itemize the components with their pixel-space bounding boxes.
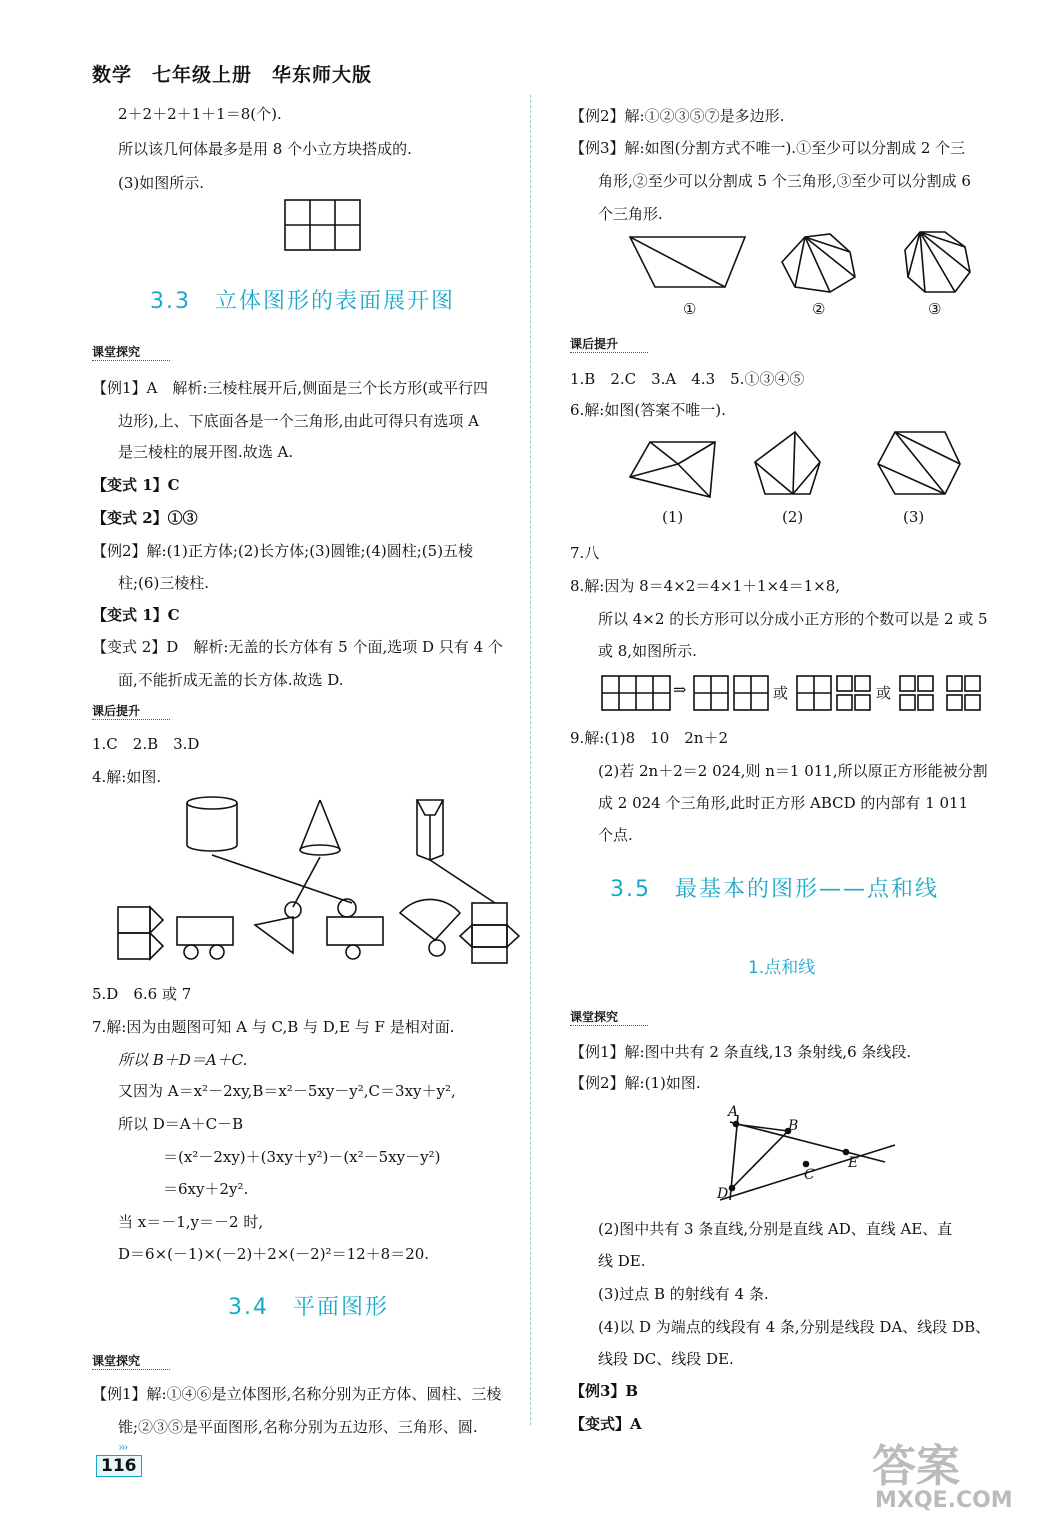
text-line: 5.D 6.6 或 7 bbox=[92, 985, 192, 1003]
text-line: 7.解:因为由题图可知 A 与 C,B 与 D,E 与 F 是相对面. bbox=[92, 1018, 455, 1036]
polygon-triangulation-figure bbox=[630, 432, 970, 502]
figure-label: (2) bbox=[782, 508, 804, 526]
text-line: 柱;(6)三棱柱. bbox=[118, 574, 210, 592]
text-line: 6.解:如图(答案不唯一). bbox=[570, 401, 726, 419]
text-line: (2)图中共有 3 条直线,分别是直线 AD、直线 AE、直 bbox=[598, 1220, 953, 1238]
text-line: 【变式 2】D 解析:无盖的长方体有 5 个面,选项 D 只有 4 个 bbox=[92, 638, 503, 656]
text-line: 所以 4×2 的长方形可以分成小正方形的个数可以是 2 或 5 bbox=[598, 610, 988, 628]
point-label: B bbox=[788, 1118, 799, 1134]
text-line: 【例2】解:(1)正方体;(2)长方体;(3)圆锥;(4)圆柱;(5)五棱 bbox=[92, 542, 474, 560]
section-title-3-3: 3.3 立体图形的表面展开图 bbox=[150, 289, 455, 314]
text-line: (4)以 D 为端点的线段有 4 条,分别是线段 DA、线段 DB、 bbox=[598, 1318, 991, 1336]
text-line: 【例3】B bbox=[570, 1382, 639, 1400]
watermark-text: MXQE.COM bbox=[875, 1488, 1013, 1513]
text-line: 或 8,如图所示. bbox=[598, 642, 697, 660]
point-label: A bbox=[728, 1104, 739, 1120]
arrow-icon: ⇒ bbox=[673, 680, 687, 699]
text-line: 面,不能折成无盖的长方体.故选 D. bbox=[118, 671, 344, 689]
text-line: 【例3】解:如图(分割方式不唯一).①至少可以分割成 2 个三 bbox=[570, 139, 966, 157]
text-line: 【例2】解:(1)如图. bbox=[570, 1074, 701, 1092]
watermark-logo: 答案 bbox=[872, 1441, 960, 1492]
text-line: 【例1】解:图中共有 2 条直线,13 条射线,6 条线段. bbox=[570, 1043, 912, 1061]
text-line: 又因为 A＝x²－2xy,B＝x²－5xy－y²,C＝3xy＋y², bbox=[118, 1082, 456, 1100]
column-divider bbox=[530, 95, 531, 1425]
text-line: 当 x＝－1,y＝－2 时, bbox=[118, 1213, 264, 1231]
figure-label: (3) bbox=[903, 508, 925, 526]
text-line: 2＋2＋2＋1＋1＝8(个). bbox=[118, 105, 282, 123]
subsection-label: 课堂探究 bbox=[92, 345, 141, 359]
text-line: 个点. bbox=[598, 826, 633, 844]
text-line: 所以 B＋D＝A＋C. bbox=[118, 1051, 248, 1069]
chevrons-icon: ››› bbox=[118, 1440, 127, 1454]
text-line: 线 DE. bbox=[598, 1252, 646, 1270]
section-title-3-4: 3.4 平面图形 bbox=[228, 1295, 389, 1320]
figure-label: ① bbox=[683, 300, 697, 318]
text-line: 所以 D＝A＋C－B bbox=[118, 1115, 244, 1133]
text-line: 【例1】A 解析:三棱柱展开后,侧面是三个长方形(或平行四 bbox=[92, 379, 489, 397]
subsection-title: 1.点和线 bbox=[748, 958, 816, 978]
text-line: (3)过点 B 的射线有 4 条. bbox=[598, 1285, 769, 1303]
text-line: 1.C 2.B 3.D bbox=[92, 735, 200, 753]
text-line: 成 2 024 个三角形,此时正方形 ABCD 的内部有 1 011 bbox=[598, 794, 969, 812]
text-line: 8.解:因为 8＝4×2＝4×1＋1×4＝1×8, bbox=[570, 577, 841, 595]
text-line: 【变式】A bbox=[570, 1415, 642, 1433]
page-number: 116 bbox=[96, 1455, 142, 1477]
section-title-3-5: 3.5 最基本的图形——点和线 bbox=[610, 877, 939, 902]
text-line: 1.B 2.C 3.A 4.3 5.①③④⑤ bbox=[570, 370, 805, 388]
rectangle-division-figure bbox=[602, 672, 992, 712]
page-header: 数学 七年级上册 华东师大版 bbox=[92, 64, 373, 86]
subsection-label: 课堂探究 bbox=[570, 1010, 619, 1024]
text-line: 锥;②③⑤是平面图形,名称分别为五边形、三角形、圆. bbox=[118, 1418, 478, 1436]
point-label: C bbox=[804, 1167, 815, 1183]
point-label: E bbox=[848, 1155, 859, 1171]
polygon-division-figure bbox=[630, 232, 980, 292]
text-line: 9.解:(1)8 10 2n＋2 bbox=[570, 729, 728, 747]
subsection-label: 课后提升 bbox=[92, 704, 141, 718]
three-by-two-grid-figure bbox=[285, 200, 365, 252]
subsection-label: 课后提升 bbox=[570, 337, 619, 351]
text-line: 【变式 1】C bbox=[92, 476, 180, 494]
solids-and-nets-figure bbox=[115, 795, 525, 970]
text-line: 角形,②至少可以分割成 5 个三角形,③至少可以分割成 6 bbox=[598, 172, 971, 190]
figure-label: (1) bbox=[662, 508, 684, 526]
point-label: D bbox=[717, 1186, 729, 1202]
figure-label: ② bbox=[812, 300, 826, 318]
text-line: 是三棱柱的展开图.故选 A. bbox=[118, 443, 294, 461]
text-line: 7.八 bbox=[570, 544, 600, 562]
or-label: 或 bbox=[773, 684, 789, 702]
text-line: D＝6×(－1)×(－2)＋2×(－2)²＝12＋8＝20. bbox=[118, 1245, 430, 1263]
text-line: ＝6xy＋2y². bbox=[163, 1180, 249, 1198]
text-line: 【例2】解:①②③⑤⑦是多边形. bbox=[570, 107, 785, 125]
text-line: 所以该几何体最多是用 8 个小立方块搭成的. bbox=[118, 140, 412, 158]
text-line: 【例1】解:①④⑥是立体图形,名称分别为正方体、圆柱、三棱 bbox=[92, 1385, 502, 1403]
or-label: 或 bbox=[876, 684, 892, 702]
figure-label: ③ bbox=[928, 300, 942, 318]
text-line: (2)若 2n＋2＝2 024,则 n＝1 011,所以原正方形能被分割 bbox=[598, 762, 988, 780]
text-line: 线段 DC、线段 DE. bbox=[598, 1350, 734, 1368]
text-line: 个三角形. bbox=[598, 205, 663, 223]
text-line: 【变式 2】①③ bbox=[92, 509, 198, 527]
text-line: 边形),上、下底面各是一个三角形,由此可得只有选项 A bbox=[118, 412, 479, 430]
text-line: 【变式 1】C bbox=[92, 606, 180, 624]
text-line: (3)如图所示. bbox=[118, 174, 205, 192]
text-line: 4.解:如图. bbox=[92, 768, 162, 786]
subsection-label: 课堂探究 bbox=[92, 1354, 141, 1368]
text-line: ＝(x²－2xy)＋(3xy＋y²)－(x²－5xy－y²) bbox=[163, 1148, 441, 1166]
